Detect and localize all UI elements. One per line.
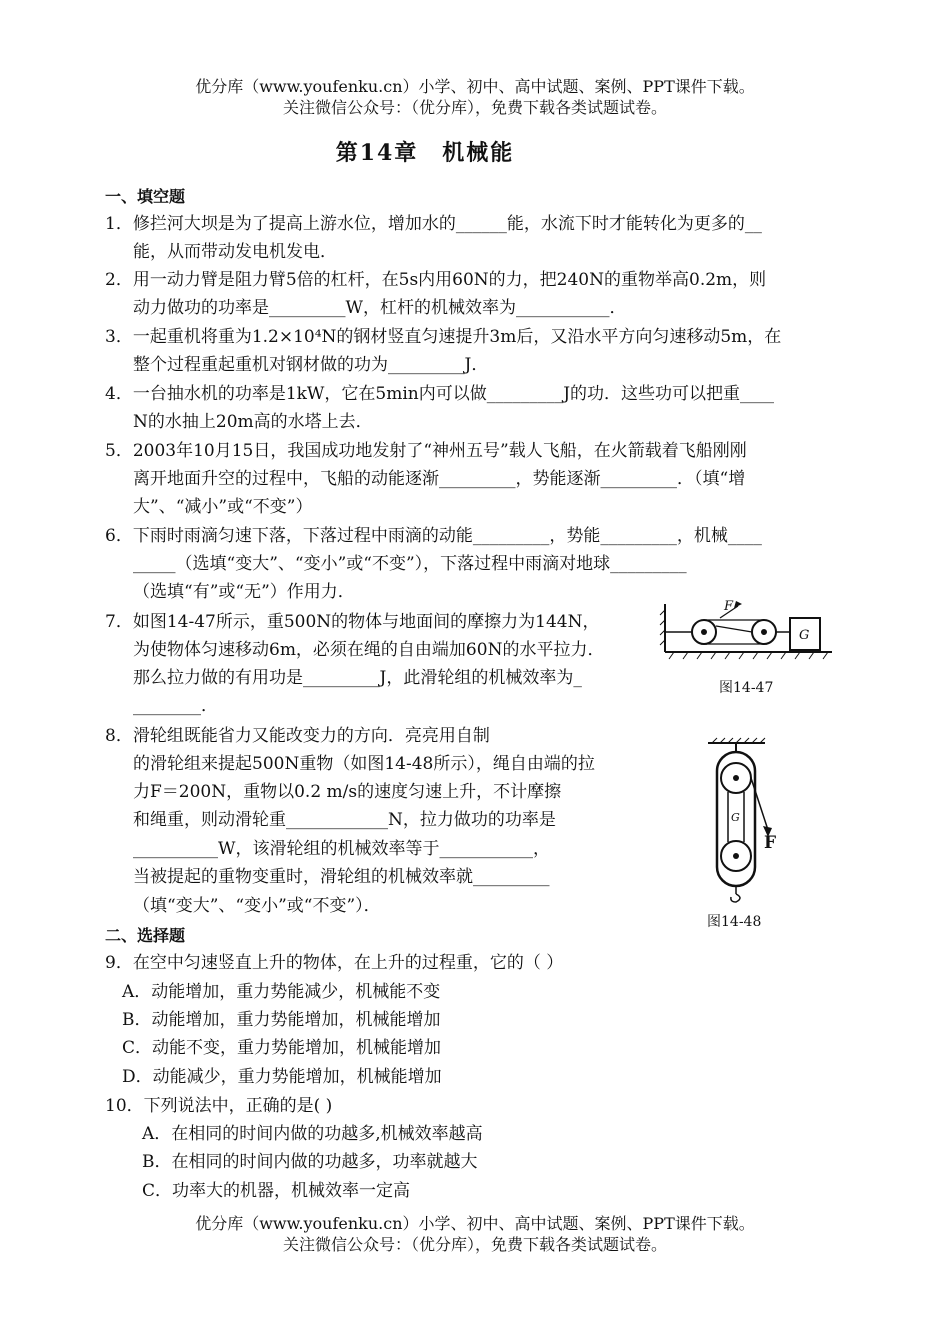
q5-line-2: 离开地面升空的过程中，飞船的动能逐渐_________，势能逐渐_________．（填“增 bbox=[133, 469, 746, 489]
q5-line-1: 5．2003年10月15日，我国成功地发射了“神州五号”载人飞船，在火箭载着飞船刚刚 bbox=[105, 441, 747, 461]
q8-line-2: 的滑轮组来提起500N重物（如图14-48所示），绳自由端的拉 bbox=[133, 754, 595, 774]
q7-line-4: ________． bbox=[133, 696, 218, 716]
q8-line-4: 和绳重，则动滑轮重____________N，拉力做功的功率是 bbox=[133, 810, 556, 830]
q5-line-3: 大”、“减小”或“不变”） bbox=[133, 497, 313, 517]
q8-line-3: 力F＝200N，重物以0.2 m/s的速度匀速上升，不计摩擦 bbox=[133, 782, 562, 802]
q9-stem: 9．在空中匀速竖直上升的物体，在上升的过程重，它的（ ） bbox=[105, 953, 564, 973]
q10-option-c: C．功率大的机器，机械效率一定高 bbox=[142, 1181, 411, 1201]
q9-option-c: C．动能不变，重力势能增加，机械能增加 bbox=[122, 1038, 442, 1058]
q8-line-7: （填“变大”、“变小”或“不变”）． bbox=[133, 896, 381, 916]
q2-line-1: 2．用一动力臂是阻力臂5倍的杠杆，在5s内用60N的力，把240N的重物举高0.2m，则 bbox=[105, 270, 767, 290]
fig48-caption: 图14-48 bbox=[707, 914, 762, 930]
q3-line-2: 整个过程重起重机对钢材做的功为_________J． bbox=[133, 355, 489, 375]
q6-line-3: （选填“有”或“无”）作用力． bbox=[133, 582, 355, 602]
q10-option-b: B．在相同的时间内做的功越多，功率就越大 bbox=[142, 1152, 478, 1172]
q8-line-1: 8．滑轮组既能省力又能改变力的方向．亮亮用自制 bbox=[105, 726, 490, 746]
page-title: 第14章 机械能 bbox=[335, 140, 515, 166]
q7-line-2: 为使物体匀速移动6m，必须在绳的自由端加60N的水平拉力． bbox=[133, 640, 605, 660]
q4-line-1: 4．一台抽水机的功率是1kW，它在5min内可以做_________J的功．这些功可以把重____ bbox=[105, 384, 775, 404]
q6-line-1: 6．下雨时雨滴匀速下落，下落过程中雨滴的动能_________，势能_________，机械____ bbox=[105, 526, 762, 546]
header-line-1: 优分库（www.youfenku.cn）小学、初中、高中试题、案例、PPT课件下载。 bbox=[195, 77, 755, 96]
fig47-force-label: F bbox=[724, 599, 734, 614]
q8-line-5: __________W，该滑轮组的机械效率等于___________， bbox=[133, 839, 550, 859]
fig47-caption: 图14-47 bbox=[719, 680, 774, 696]
figure-14-47 bbox=[660, 596, 840, 664]
fig48-weight-label: G bbox=[731, 811, 740, 824]
fig48-force-label: F bbox=[764, 833, 777, 853]
q6-line-2: _____（选填“变大”、“变小”或“不变”），下落过程中雨滴对地球_________ bbox=[133, 554, 687, 574]
q9-option-d: D．动能减少，重力势能增加，机械能增加 bbox=[122, 1067, 442, 1087]
q9-option-b: B．动能增加，重力势能增加，机械能增加 bbox=[122, 1010, 441, 1030]
figure-14-48 bbox=[700, 738, 790, 908]
footer-line-2: 关注微信公众号：（优分库），免费下载各类试题试卷。 bbox=[282, 1235, 667, 1254]
q2-line-2: 动力做功的功率是_________W，杠杆的机械效率为___________． bbox=[133, 298, 627, 318]
section-choice: 二、选择题 bbox=[105, 926, 186, 945]
section-fill-blank: 一、填空题 bbox=[105, 187, 186, 206]
q10-stem: 10．下列说法中，正确的是( ) bbox=[105, 1096, 333, 1116]
q1-line-2: 能，从而带动发电机发电． bbox=[133, 242, 337, 262]
q7-line-1: 7．如图14-47所示，重500N的物体与地面间的摩擦力为144N， bbox=[105, 612, 600, 632]
q1-line-1: 1．修拦河大坝是为了提高上游水位，增加水的______能，水流下时才能转化为更多的__ bbox=[105, 214, 762, 234]
q8-line-6: 当被提起的重物变重时，滑轮组的机械效率就_________ bbox=[133, 867, 550, 887]
q3-line-1: 3．一起重机将重为1.2×10⁴N的钢材竖直匀速提升3m后，又沿水平方向匀速移动5m，在 bbox=[105, 327, 782, 347]
q9-option-a: A．动能增加，重力势能减少，机械能不变 bbox=[122, 982, 441, 1002]
q4-line-2: N的水抽上20m高的水塔上去． bbox=[133, 412, 373, 432]
q10-option-a: A．在相同的时间内做的功越多,机械效率越高 bbox=[142, 1124, 483, 1144]
q7-line-3: 那么拉力做的有用功是_________J，此滑轮组的机械效率为_ bbox=[133, 668, 582, 688]
fig47-weight-label: G bbox=[799, 628, 810, 643]
header-line-2: 关注微信公众号：（优分库），免费下载各类试题试卷。 bbox=[282, 98, 667, 117]
footer-line-1: 优分库（www.youfenku.cn）小学、初中、高中试题、案例、PPT课件下载。 bbox=[195, 1214, 755, 1233]
